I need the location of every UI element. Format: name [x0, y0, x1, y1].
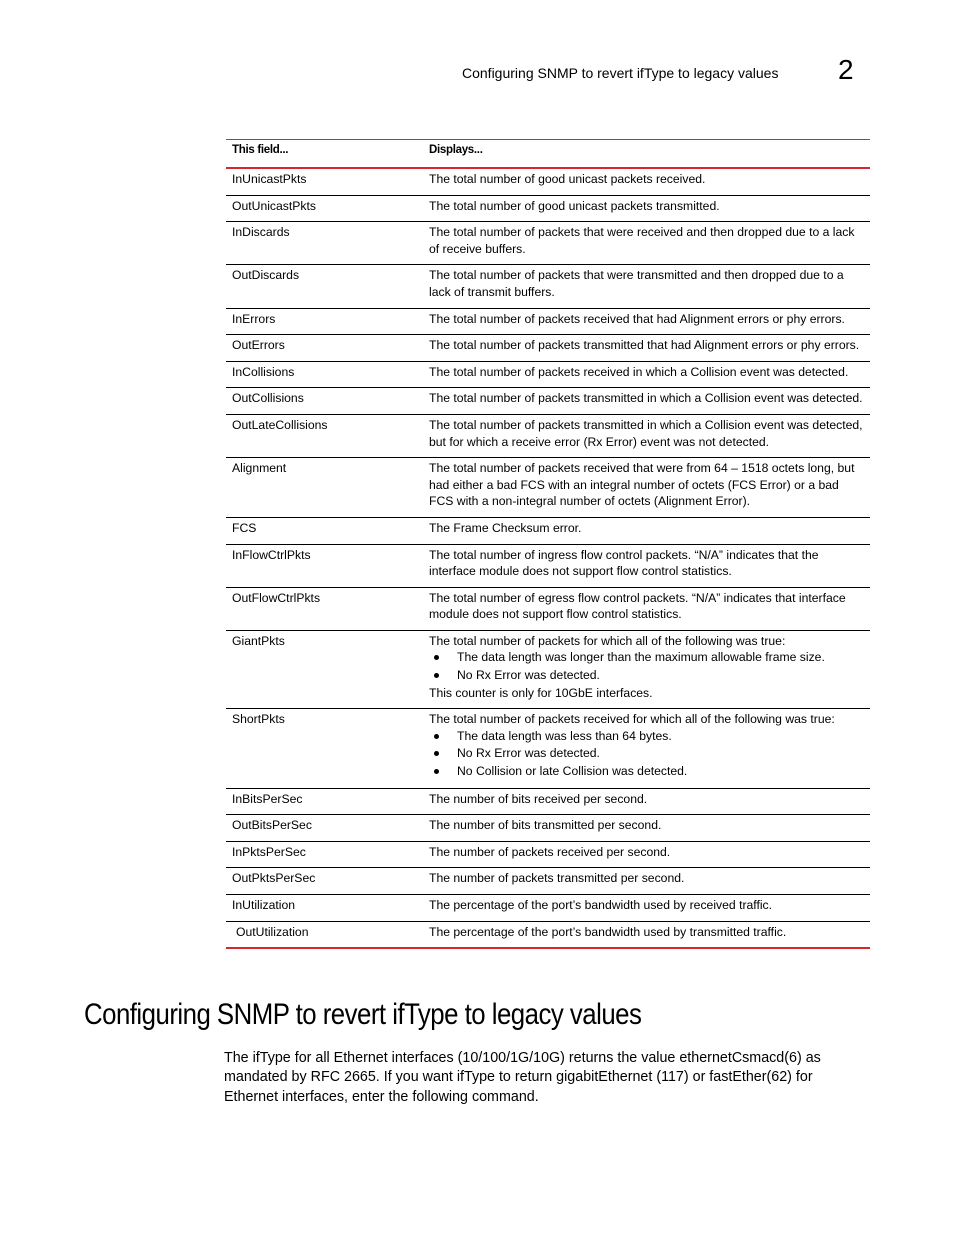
field-name: InDiscards [226, 222, 423, 265]
table-header-row [226, 140, 870, 169]
running-header-title: Configuring SNMP to revert ifType to legacy values [462, 65, 779, 81]
table-row [226, 517, 870, 544]
field-name: OutUtilization [226, 921, 423, 948]
field-name: OutBitsPerSec [226, 815, 423, 842]
field-description: The total number of packets received for which all of the following was true: [429, 712, 835, 727]
field-name: OutErrors [226, 335, 423, 362]
field-description: The total number of egress flow control packets. “N/A” indicates that interface module does not support flow control statistics. [423, 587, 870, 630]
field-name: InErrors [226, 308, 423, 335]
table-row [226, 458, 870, 518]
table-row [226, 222, 870, 265]
field-description: The total number of packets received that were from 64 – 1518 octets long, but had either a bad FCS with an integral number of octets (FCS Error) or a bad FCS with a non-integral number of octets (Alignment Error). [423, 458, 870, 518]
field-description: The total number of good unicast packets received. [423, 168, 870, 195]
field-name: FCS [226, 517, 423, 544]
field-description: The percentage of the port’s bandwidth used by received traffic. [423, 895, 870, 922]
field-name: OutFlowCtrlPkts [226, 587, 423, 630]
table-row [226, 335, 870, 362]
table-row [226, 265, 870, 308]
field-name: InCollisions [226, 361, 423, 388]
table-row [226, 868, 870, 895]
field-description: The number of packets transmitted per second. [423, 868, 870, 895]
table-row [226, 921, 870, 948]
table-row [226, 895, 870, 922]
chapter-number: 2 [838, 54, 854, 85]
column-header-displays: Displays... [423, 140, 870, 169]
list-item: No Rx Error was detected. [429, 667, 864, 685]
field-description: The Frame Checksum error. [423, 517, 870, 544]
field-description: The total number of good unicast packets transmitted. [423, 195, 870, 222]
field-description-table [226, 139, 870, 949]
table-row [226, 168, 870, 195]
field-description: The number of bits received per second. [423, 788, 870, 815]
table-row [226, 414, 870, 457]
field-name: OutPktsPerSec [226, 868, 423, 895]
field-note: This counter is only for 10GbE interfaces. [429, 685, 653, 700]
field-description: The percentage of the port’s bandwidth used by transmitted traffic. [423, 921, 870, 948]
table-row [226, 195, 870, 222]
field-description: The total number of packets transmitted that had Alignment errors or phy errors. [423, 335, 870, 362]
field-description: The number of bits transmitted per second. [423, 815, 870, 842]
field-name: Alignment [226, 458, 423, 518]
field-name: InUtilization [226, 895, 423, 922]
field-name: InBitsPerSec [226, 788, 423, 815]
list-item: No Rx Error was detected. [429, 745, 864, 763]
field-description-cell [423, 709, 870, 788]
bullet-list [429, 649, 864, 684]
field-description: The total number of packets received that had Alignment errors or phy errors. [423, 308, 870, 335]
field-description: The total number of packets for which all of the following was true: [429, 633, 786, 648]
table-row [226, 544, 870, 587]
section-heading: Configuring SNMP to revert ifType to legacy values [84, 998, 642, 1031]
field-description: The total number of packets received in which a Collision event was detected. [423, 361, 870, 388]
column-header-field: This field... [226, 140, 423, 169]
list-item: The data length was longer than the maximum allowable frame size. [429, 649, 864, 667]
list-item: No Collision or late Collision was detected. [429, 763, 864, 781]
field-name: OutUnicastPkts [226, 195, 423, 222]
bullet-list [429, 728, 864, 781]
field-name: InUnicastPkts [226, 168, 423, 195]
list-item: The data length was less than 64 bytes. [429, 728, 864, 746]
table-row [226, 630, 870, 708]
table-row [226, 709, 870, 788]
field-name: ShortPkts [226, 709, 423, 788]
field-description: The total number of packets that were received and then dropped due to a lack of receive buffers. [423, 222, 870, 265]
field-description: The total number of packets transmitted in which a Collision event was detected, but for which a receive error (Rx Error) event was not detected. [423, 414, 870, 457]
table-row [226, 587, 870, 630]
field-name: OutCollisions [226, 388, 423, 415]
field-description: The number of packets received per second. [423, 841, 870, 868]
field-name: InPktsPerSec [226, 841, 423, 868]
field-name: OutDiscards [226, 265, 423, 308]
table-row [226, 361, 870, 388]
field-description-cell [423, 630, 870, 708]
field-name: InFlowCtrlPkts [226, 544, 423, 587]
table-row [226, 388, 870, 415]
table-row [226, 788, 870, 815]
table-row [226, 841, 870, 868]
field-description: The total number of packets that were transmitted and then dropped due to a lack of transmit buffers. [423, 265, 870, 308]
field-description: The total number of ingress flow control packets. “N/A” indicates that the interface module does not support flow control statistics. [423, 544, 870, 587]
field-name: OutLateCollisions [226, 414, 423, 457]
body-paragraph: The ifType for all Ethernet interfaces (10/100/1G/10G) returns the value ethernetCsmacd(6) as mandated by RFC 2665. If you want ifType to return gigabitEthernet (117) or fastEther(62) for Ethernet interfaces, enter the following command. [224, 1050, 821, 1105]
table-row [226, 815, 870, 842]
field-name: GiantPkts [226, 630, 423, 708]
table-row [226, 308, 870, 335]
field-description: The total number of packets transmitted in which a Collision event was detected. [423, 388, 870, 415]
